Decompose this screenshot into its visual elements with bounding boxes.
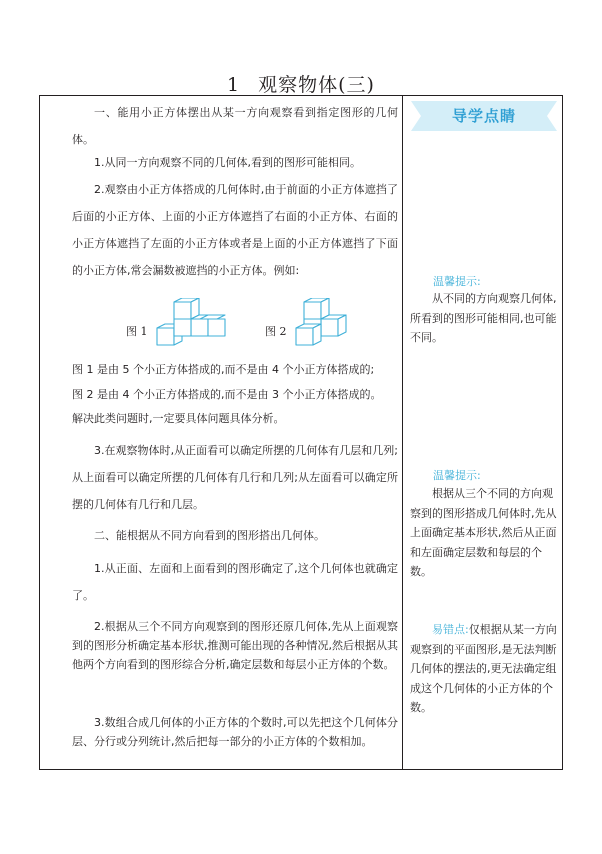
s2-point-2: 2.根据从三个不同方向观察到的图形还原几何体,先从上面观察到的图形分析确定基本形状,推测可能出现的各种情况,然后根据从其他两个方向看到的图形综合分析,确定层数和每层小正方体的个数。 bbox=[72, 620, 398, 671]
fig2-right-front bbox=[321, 319, 338, 336]
fig2-front-side bbox=[313, 324, 321, 345]
banner-title: 导学点睛 bbox=[451, 107, 516, 125]
s2-point-1: 1.从正面、左面和上面看到的图形确定了,这个几何体也就确定了。 bbox=[72, 562, 398, 602]
column-divider bbox=[402, 95, 403, 770]
point-2: 2.观察由小正方体搭成的几何体时,由于前面的小正方体遮挡了后面的小正方体、上面的小正方体遮挡了右面的小正方体、右面的小正方体遮挡了左面的小正方体或者是上面的小正方体遮挡了下面的小正方体,常会漏数被遮挡的小正方体。例如: bbox=[72, 183, 398, 277]
tip1-text: 从不同的方向观察几何体,所看到的图形可能相同,也可能不同。 bbox=[410, 292, 557, 344]
section1-heading: 一、能用小正方体摆出从某一方向观察看到指定图形的几何体。 bbox=[72, 106, 398, 146]
tip2-text: 根据从三个不同的方向观察到的图形搭成几何体时,先从上面确定基本形状,然后从正面和左面确定层数和每层的个数。 bbox=[410, 487, 557, 578]
fig1-description: 图 1 是由 5 个小正方体搭成的,而不是由 4 个小正方体搭成的; bbox=[72, 363, 375, 376]
fig1-label: 图 1 bbox=[126, 325, 148, 338]
fig1-cubes bbox=[152, 298, 226, 350]
banner bbox=[411, 101, 557, 131]
fig1-cube-top-front bbox=[174, 302, 191, 319]
s2-point-3: 3.数组合成几何体的小正方体的个数时,可以先把这个几何体分层、分行或分列统计,然后把每一部分的小正方体的个数相加。 bbox=[72, 716, 398, 748]
fig1-front-face bbox=[157, 328, 174, 345]
point-1: 1.从同一方向观察不同的几何体,看到的图形可能相同。 bbox=[94, 156, 361, 169]
fig1-row2-front-a bbox=[191, 319, 208, 336]
fig2-top-cube-front bbox=[304, 302, 321, 319]
fig2-front-face bbox=[296, 328, 313, 345]
tip2-heading: 温馨提示: bbox=[433, 469, 481, 482]
fig2-description: 图 2 是由 4 个小正方体搭成的,而不是由 3 个小正方体搭成的。 bbox=[72, 388, 382, 401]
tip3-heading: 易错点: bbox=[432, 623, 469, 636]
fig2-right-side bbox=[338, 315, 346, 336]
title-number: 1 bbox=[227, 74, 241, 96]
fig1-row2-front-b bbox=[208, 319, 225, 336]
title-text: 观察物体(三) bbox=[258, 74, 375, 96]
solve-note: 解决此类问题时,一定要具体问题具体分析。 bbox=[72, 412, 285, 425]
point-3: 3.在观察物体时,从正面看可以确定所摆的几何体有几层和几列;从上面看可以确定所摆的几何体有几行和几列;从左面看可以确定所摆的几何体有几行和几层。 bbox=[72, 444, 398, 511]
page-title bbox=[0, 70, 602, 97]
fig2-label: 图 2 bbox=[265, 325, 287, 338]
tip1-heading: 温馨提示: bbox=[433, 275, 481, 288]
section2-heading: 二、能根据从不同方向看到的图形搭出几何体。 bbox=[94, 529, 325, 542]
fig1-mid-face bbox=[174, 319, 191, 336]
tip3-block bbox=[410, 620, 560, 718]
fig2-cubes bbox=[292, 298, 352, 350]
tip3-text: 仅根据从某一方向观察到的平面图形,是无法判断几何体的摆法的,更无法确定组成这个几何体的小正方体的个数。 bbox=[410, 623, 557, 714]
